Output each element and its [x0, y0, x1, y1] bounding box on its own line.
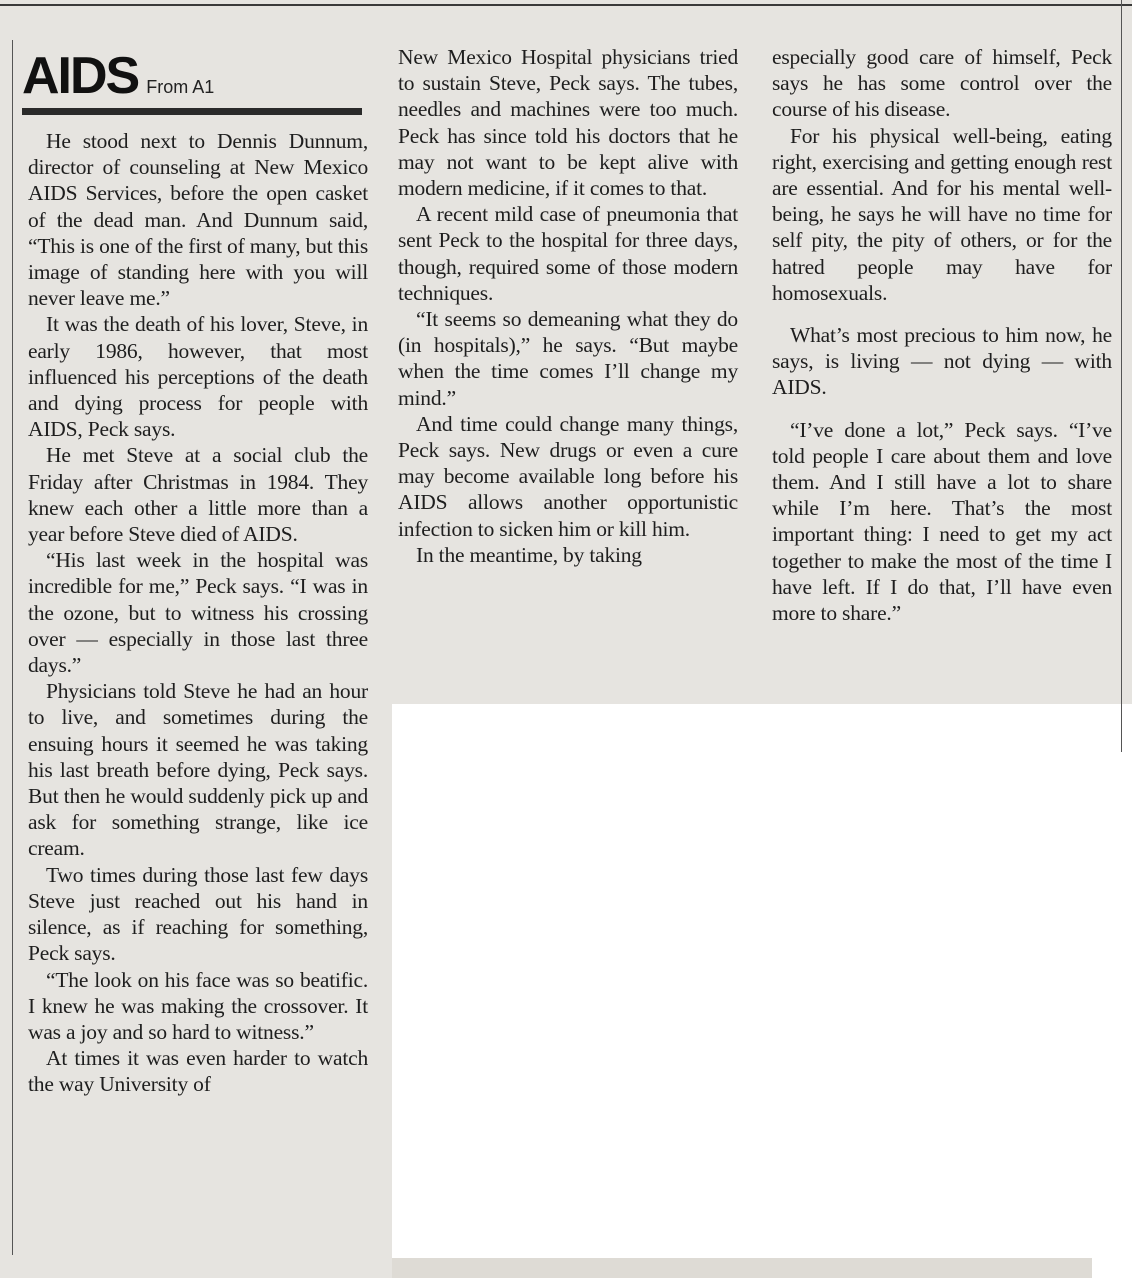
paragraph: A recent mild case of pneumonia that sent Peck to the hospital for three days, though, required some of those modern techniques. [398, 202, 738, 305]
headline-rule [22, 108, 362, 115]
paragraph: especially good care of himself, Peck says he has some control over the course of his disease. [772, 45, 1112, 122]
right-border-rule [1121, 0, 1122, 752]
paragraph: He met Steve at a social club the Friday after Christmas in 1984. They knew each other a little more than a year before Steve died of AIDS. [28, 443, 368, 547]
blank-cutout-area [392, 704, 1132, 1278]
paragraph: He stood next to Dennis Dunnum, director of counseling at New Mexico AIDS Services, before the open casket of the dead man. And Dunnum said, “This is one of the first of many, but this image of standing here with you will never leave me.” [28, 129, 368, 311]
paragraph: For his physical well-being, eating right, exercising and getting enough rest are essential. And for his mental well-being, he says he will have no time for self pity, the pity of others, or for the hatred people may have for homosexuals. [772, 123, 1112, 305]
paragraph: What’s most precious to him now, he says, is living — not dying — with AIDS. [772, 323, 1112, 400]
paragraph: “It seems so demeaning what they do (in hospitals),” he says. “But maybe when the time comes I’ll change my mind.” [398, 307, 738, 410]
headline-title: AIDS [22, 47, 139, 105]
paragraph: Physicians told Steve he had an hour to live, and sometimes during the ensuing hours it seemed he was taking his last breath before dying, Peck says. But then he would suddenly pick up and ask for something strange, like ice cream. [28, 679, 368, 861]
paragraph: In the meantime, by taking [416, 542, 642, 567]
paragraph: It was the death of his lover, Steve, in early 1986, however, that most influenced his perceptions of the death and dying process for people with AIDS, Peck says. [28, 312, 368, 442]
paragraph: And time could change many things, Peck says. New drugs or even a cure may become available long before his AIDS allows another opportunistic infection to sicken him or kill him. [398, 411, 738, 541]
paragraph: “The look on his face was so beatific. I knew he was making the crossover. It was a joy and so hard to witness.” [28, 967, 368, 1044]
paragraph: At times it was even harder to watch the way University of [28, 1046, 368, 1097]
paragraph: “His last week in the hospital was incredible for me,” Peck says. “I was in the ozone, but to witness his crossing over — especially in those last three days.” [28, 548, 368, 678]
bottom-scan-strip [392, 1258, 1092, 1278]
article-headline [22, 46, 214, 106]
left-column-rule [12, 40, 13, 1255]
article-column-1 [28, 128, 368, 1098]
paragraph: “I’ve done a lot,” Peck says. “I’ve told people I care about them and love them. And I still have a lot to share while I’m here. That’s the most important thing: I need to get my act together to make the most of the time I have left. If I do that, I’ll have even more to share.” [772, 417, 1112, 626]
headline-jump-label: From A1 [146, 77, 215, 97]
article-column-2 [398, 44, 738, 568]
paragraph: New Mexico Hospital physicians tried to sustain Steve, Peck says. The tubes, needles and machines were too much. Peck has since told his doctors that he may not want to be kept alive with modern medicine, if it comes to that. [398, 45, 738, 201]
article-column-3 [772, 44, 1112, 626]
top-border-rule [0, 4, 1132, 6]
paragraph: Two times during those last few days Steve just reached out his hand in silence, as if reaching for something, Peck says. [28, 862, 368, 966]
